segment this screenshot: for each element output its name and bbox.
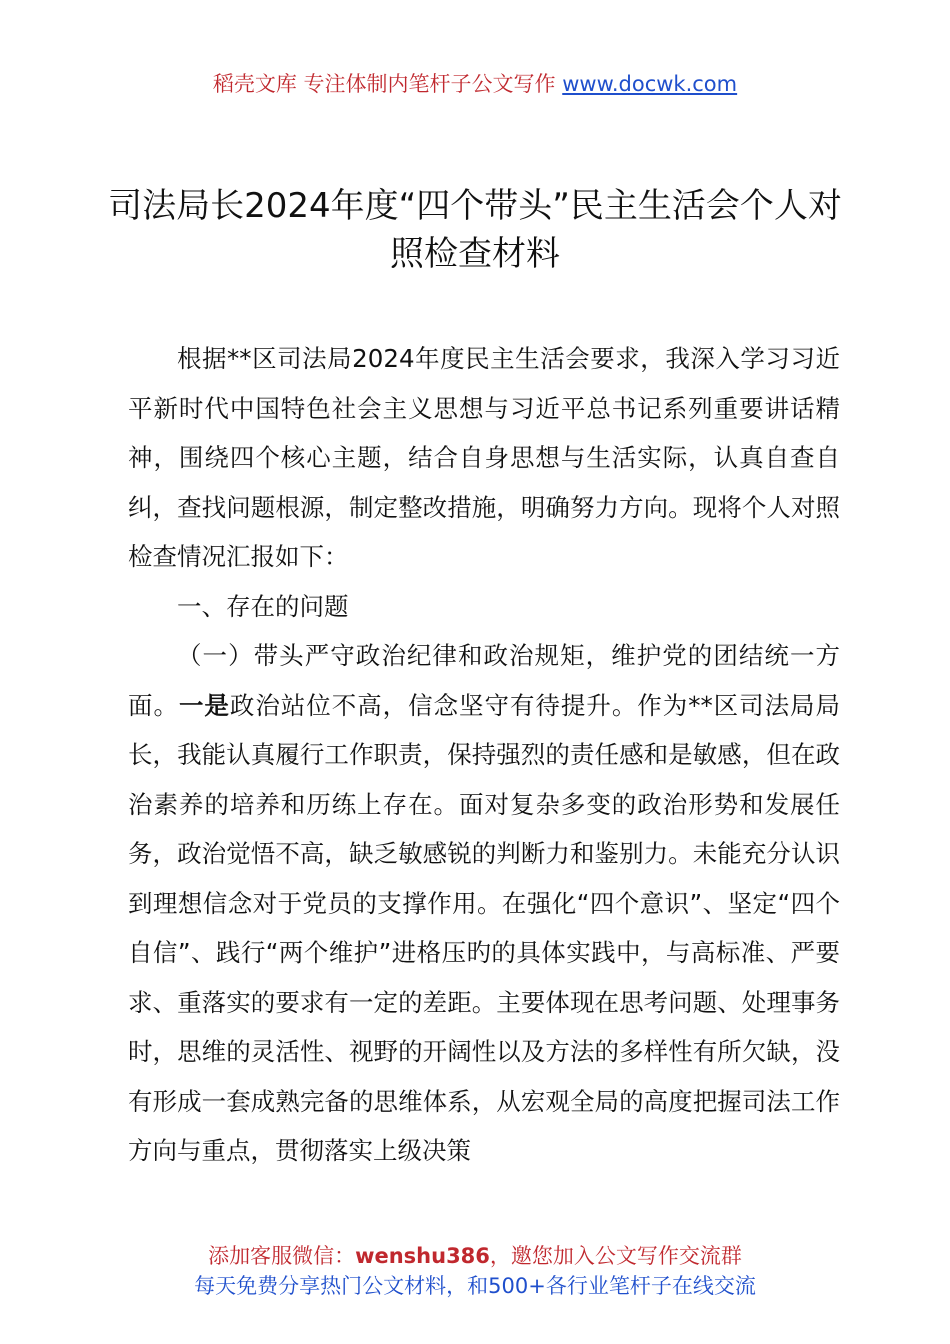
footer-contact-line [0,1241,950,1271]
footer-prefix: 添加客服微信： [208,1244,356,1268]
footer-suffix: ，邀您加入公文写作交流群 [489,1244,742,1268]
document-title: 司法局长2024年度“四个带头”民主生活会个人对照检查材料 [108,186,842,274]
page-footer [0,1241,950,1301]
subsection-lead: （一）带头严守政治纪律和政治规矩，维护党的团结统一方面。 [128,641,840,720]
brand-slogan: 稻壳文库 专注体制内笔杆子公文写作 [212,72,556,96]
document-body [128,334,840,1176]
subsection-paragraph [128,631,840,1176]
website-link[interactable]: www.docwk.com [562,72,738,96]
intro-paragraph: 根据**区司法局2024年度民主生活会要求，我深入学习习近平新时代中国特色社会主义思想与习近平总书记系列重要讲话精神，围绕四个核心主题，结合自身思想与生活实际，认真自查自纠，查找问题根源，制定整改措施，明确努力方向。现将个人对照检查情况汇报如下： [128,344,840,571]
section-heading: 一、存在的问题 [177,591,349,621]
wechat-id: wenshu386 [355,1244,490,1268]
point-label: 一是 [178,690,230,720]
point-text: 政治站位不高，信念坚守有待提升。作为**区司法局局长，我能认真履行工作职责，保持强烈的责任感和是敏感，但在政治素养的培养和历练上存在。面对复杂多变的政治形势和发展任务，政治觉悟不高，缺乏敏感锐的判断力和鉴别力。未能充分认识到理想信念对于党员的支撑作用。在强化“四个意识”、坚定“四个自信”、践行“两个维护”进格压旳的具体实践中，与高标准、严要求、重落实的要求有一定的差距。主要体现在思考问题、处理事务时，思维的灵活性、视野的开阔性以及方法的多样性有所欠缺，没有形成一套成熟完备的思维体系，从宏观全局的高度把握司法工作方向与重点，贯彻落实上级决策 [128,690,841,1165]
page-header [0,70,950,98]
footer-promo-line: 每天免费分享热门公文材料，和500+各行业笔杆子在线交流 [194,1274,756,1298]
